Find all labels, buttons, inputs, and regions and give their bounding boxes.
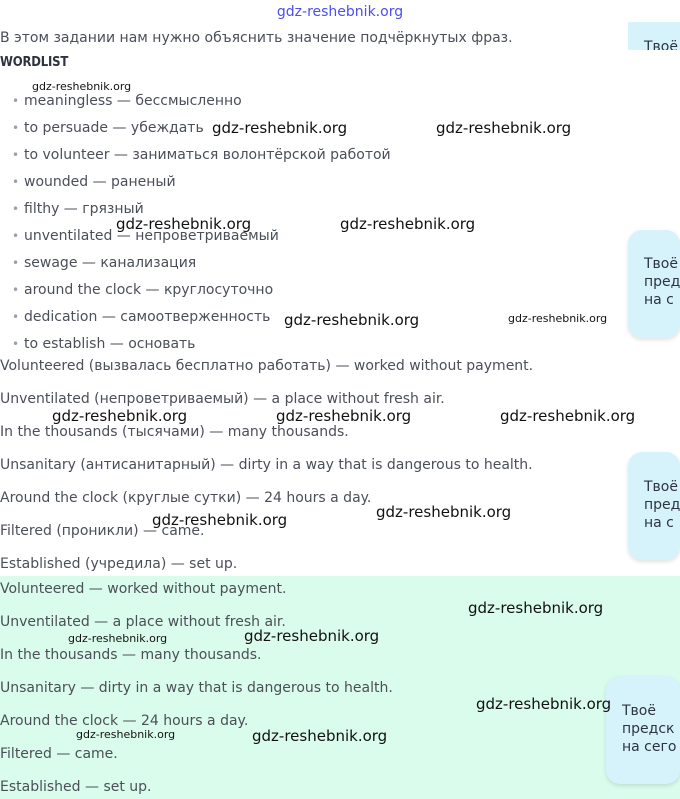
watermark: gdz-reshebnik.org [276, 407, 412, 425]
watermark: gdz-reshebnik.org [152, 511, 288, 529]
side-card-text: предск [622, 721, 675, 737]
list-item: • to volunteer — заниматься волонтёрской работой [12, 142, 391, 169]
list-item: • meaningless — бессмысленно [12, 88, 391, 115]
answer-line: Around the clock — 24 hours a day. [0, 713, 249, 729]
answer-line: Unsanitary — dirty in a way that is dangerous to health. [0, 680, 393, 696]
bullet-icon: • [12, 310, 20, 324]
list-item: • around the clock — круглосуточно [12, 277, 391, 304]
answer-line: In the thousands — many thousands. [0, 647, 262, 663]
list-item: • wounded — раненый [12, 169, 391, 196]
answer-line: In the thousands (тысячами) — many thousands. [0, 424, 349, 440]
bullet-icon: • [12, 256, 20, 270]
bullet-icon: • [12, 337, 20, 351]
answer-line: Established — set up. [0, 779, 152, 795]
side-card[interactable] [628, 452, 680, 560]
side-card[interactable] [606, 676, 680, 784]
watermark: gdz-reshebnik.org [476, 695, 612, 713]
watermark: gdz-reshebnik.org [252, 727, 388, 745]
list-item: • dedication — самоотверженность [12, 304, 391, 331]
answer-line: Around the clock (круглые сутки) — 24 hours a day. [0, 490, 372, 506]
answer-line: Filtered (проникли) — came. [0, 523, 205, 539]
answer-line: Established (учредила) — set up. [0, 556, 238, 572]
side-card-text: Твоё [644, 479, 678, 495]
side-card[interactable] [628, 230, 680, 338]
bullet-icon: • [12, 121, 20, 135]
list-item: • to establish — основать [12, 331, 391, 358]
answer-line: Unsanitary (антисанитарный) — dirty in a way that is dangerous to health. [0, 457, 533, 473]
watermark: gdz-reshebnik.org [376, 503, 512, 521]
side-card-text: пред [644, 274, 680, 290]
watermark: gdz-reshebnik.org [212, 119, 348, 137]
side-card-text: на сего [622, 739, 677, 755]
bullet-icon: • [12, 283, 20, 297]
wordlist-title: WORDLIST [0, 55, 69, 70]
list-item: • filthy — грязный [12, 196, 391, 223]
side-card-text: Твоё [622, 703, 656, 719]
watermark: gdz-reshebnik.org [76, 728, 176, 741]
bullet-icon: • [12, 229, 20, 243]
side-card[interactable] [628, 22, 680, 50]
side-card-text: на с [644, 515, 674, 531]
list-item: • sewage — канализация [12, 250, 391, 277]
list-item: • unventilated — непроветриваемый [12, 223, 391, 250]
answer-line: Volunteered (вызвалась бесплатно работать) — worked without payment. [0, 358, 534, 374]
watermark: gdz-reshebnik.org [284, 311, 420, 329]
watermark: gdz-reshebnik.org [32, 80, 132, 93]
watermark: gdz-reshebnik.org [116, 215, 252, 233]
task-intro: В этом задании нам нужно объяснить значение подчёркнутых фраз. [0, 30, 513, 46]
answer-line: Filtered — came. [0, 746, 118, 762]
answer-line: Unventilated (непроветриваемый) — a place without fresh air. [0, 391, 445, 407]
bullet-icon: • [12, 202, 20, 216]
bullet-icon: • [12, 94, 20, 108]
side-card-text: Твоё [644, 256, 678, 272]
watermark: gdz-reshebnik.org [468, 599, 604, 617]
side-card-text: на с [644, 292, 674, 308]
answer-line: Unventilated — a place without fresh air. [0, 614, 286, 630]
answer-line: Volunteered — worked without payment. [0, 581, 287, 597]
watermark: gdz-reshebnik.org [244, 627, 380, 645]
watermark: gdz-reshebnik.org [52, 407, 188, 425]
bullet-icon: • [12, 175, 20, 189]
site-header-link[interactable]: gdz-reshebnik.org [276, 4, 404, 20]
watermark: gdz-reshebnik.org [500, 407, 636, 425]
bullet-icon: • [12, 148, 20, 162]
watermark: gdz-reshebnik.org [436, 119, 572, 137]
list-item: • to persuade — убеждать [12, 115, 391, 142]
side-card-text: пред [644, 497, 680, 513]
watermark: gdz-reshebnik.org [508, 312, 608, 325]
side-card-text: Твоё [644, 39, 678, 50]
watermark: gdz-reshebnik.org [340, 215, 476, 233]
watermark: gdz-reshebnik.org [68, 632, 168, 645]
